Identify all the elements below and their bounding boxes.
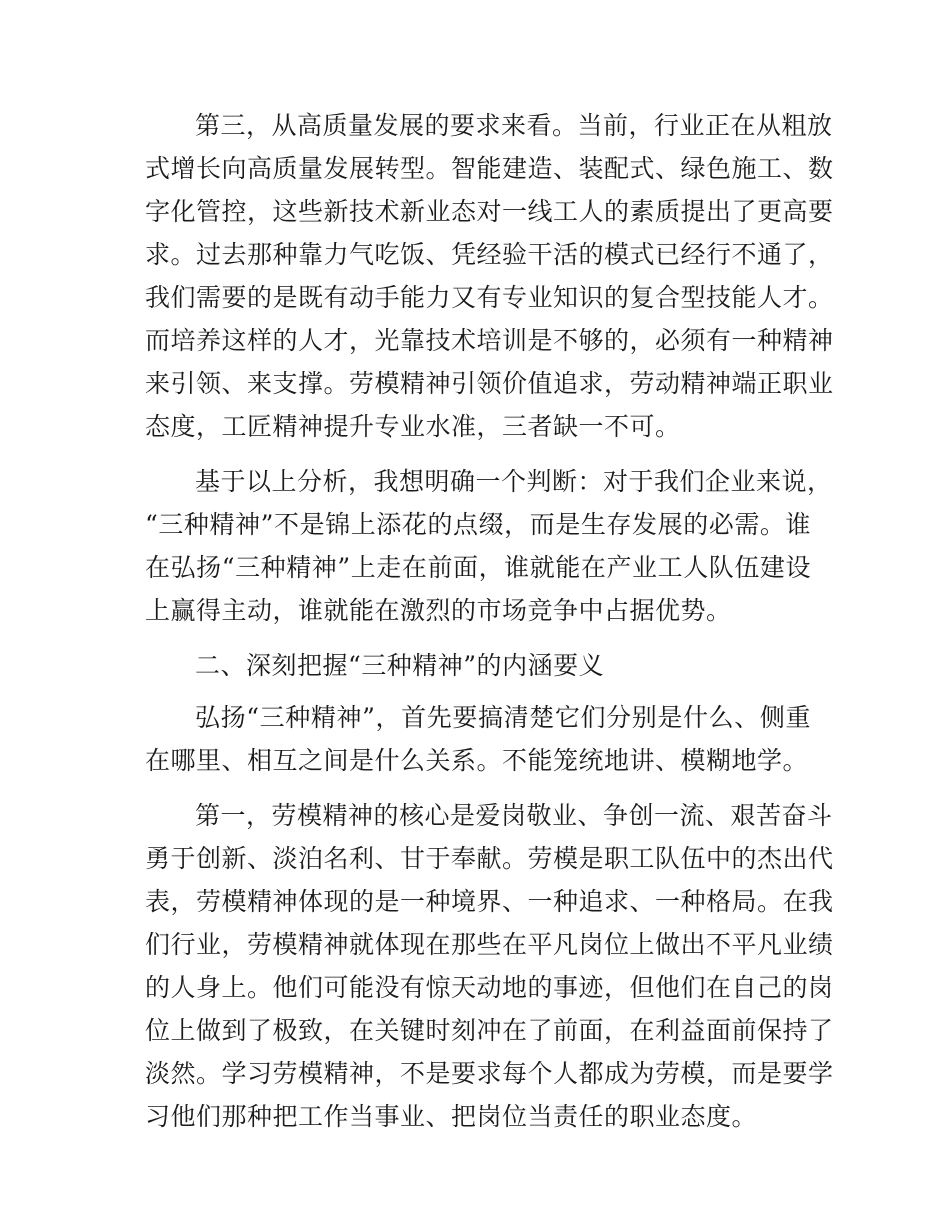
text-line: 而培养这样的人才，光靠技术培训是不够的，必须有一种精神: [145, 326, 834, 355]
paragraph-intro: [145, 696, 811, 782]
text-line: 弘扬“三种精神”，首先要搞清楚它们分别是什么、侧重: [195, 703, 811, 732]
section-heading-text: 二、深刻把握“三种精神”的内涵要义: [195, 651, 605, 680]
section-heading: [145, 644, 811, 687]
text-line: 淡然。学习劳模精神，不是要求每个人都成为劳模，而是要学: [145, 1059, 834, 1088]
text-line: 表，劳模精神体现的是一种境界、一种追求、一种格局。在我: [145, 887, 834, 916]
text-line: 求。过去那种靠力气吃饭、凭经验干活的模式已经行不通了，: [145, 240, 834, 269]
text-line: 勇于创新、淡泊名利、甘于奉献。劳模是职工队伍中的杰出代: [145, 844, 834, 873]
document-page: [145, 104, 834, 1150]
text-line: 态度，工匠精神提升专业水准，三者缺一不可。: [145, 412, 681, 441]
text-line: 的人身上。他们可能没有惊天动地的事迹，但他们在自己的岗: [145, 973, 834, 1002]
text-line: 在弘扬“三种精神”上走在前面，谁就能在产业工人队伍建设: [145, 553, 811, 582]
paragraph-high-quality-development: [145, 104, 834, 448]
text-line: 位上做到了极致，在关键时刻冲在了前面，在利益面前保持了: [145, 1016, 834, 1045]
text-line: 上赢得主动，谁就能在激烈的市场竞争中占据优势。: [145, 596, 732, 625]
text-line: 在哪里、相互之间是什么关系。不能笼统地讲、模糊地学。: [145, 746, 809, 775]
paragraph-model-worker-spirit: [145, 794, 834, 1138]
text-line: 基于以上分析，我想明确一个判断：对于我们企业来说，: [195, 467, 833, 496]
text-line: 式增长向高质量发展转型。智能建造、装配式、绿色施工、数: [145, 154, 834, 183]
paragraph-judgment: [145, 460, 833, 632]
text-line: 第一，劳模精神的核心是爱岗敬业、争创一流、艰苦奋斗: [195, 801, 833, 830]
text-line: 字化管控，这些新技术新业态对一线工人的素质提出了更高要: [145, 197, 834, 226]
text-line: 们行业，劳模精神就体现在那些在平凡岗位上做出不平凡业绩: [145, 930, 834, 959]
text-line: 习他们那种把工作当事业、把岗位当责任的职业态度。: [145, 1102, 758, 1131]
text-line: 我们需要的是既有动手能力又有专业知识的复合型技能人才。: [145, 283, 834, 312]
text-line: “三种精神”不是锦上添花的点缀，而是生存发展的必需。谁: [145, 510, 811, 539]
text-line: 来引领、来支撑。劳模精神引领价值追求，劳动精神端正职业: [145, 369, 834, 398]
text-line: 第三，从高质量发展的要求来看。当前，行业正在从粗放: [195, 111, 833, 140]
